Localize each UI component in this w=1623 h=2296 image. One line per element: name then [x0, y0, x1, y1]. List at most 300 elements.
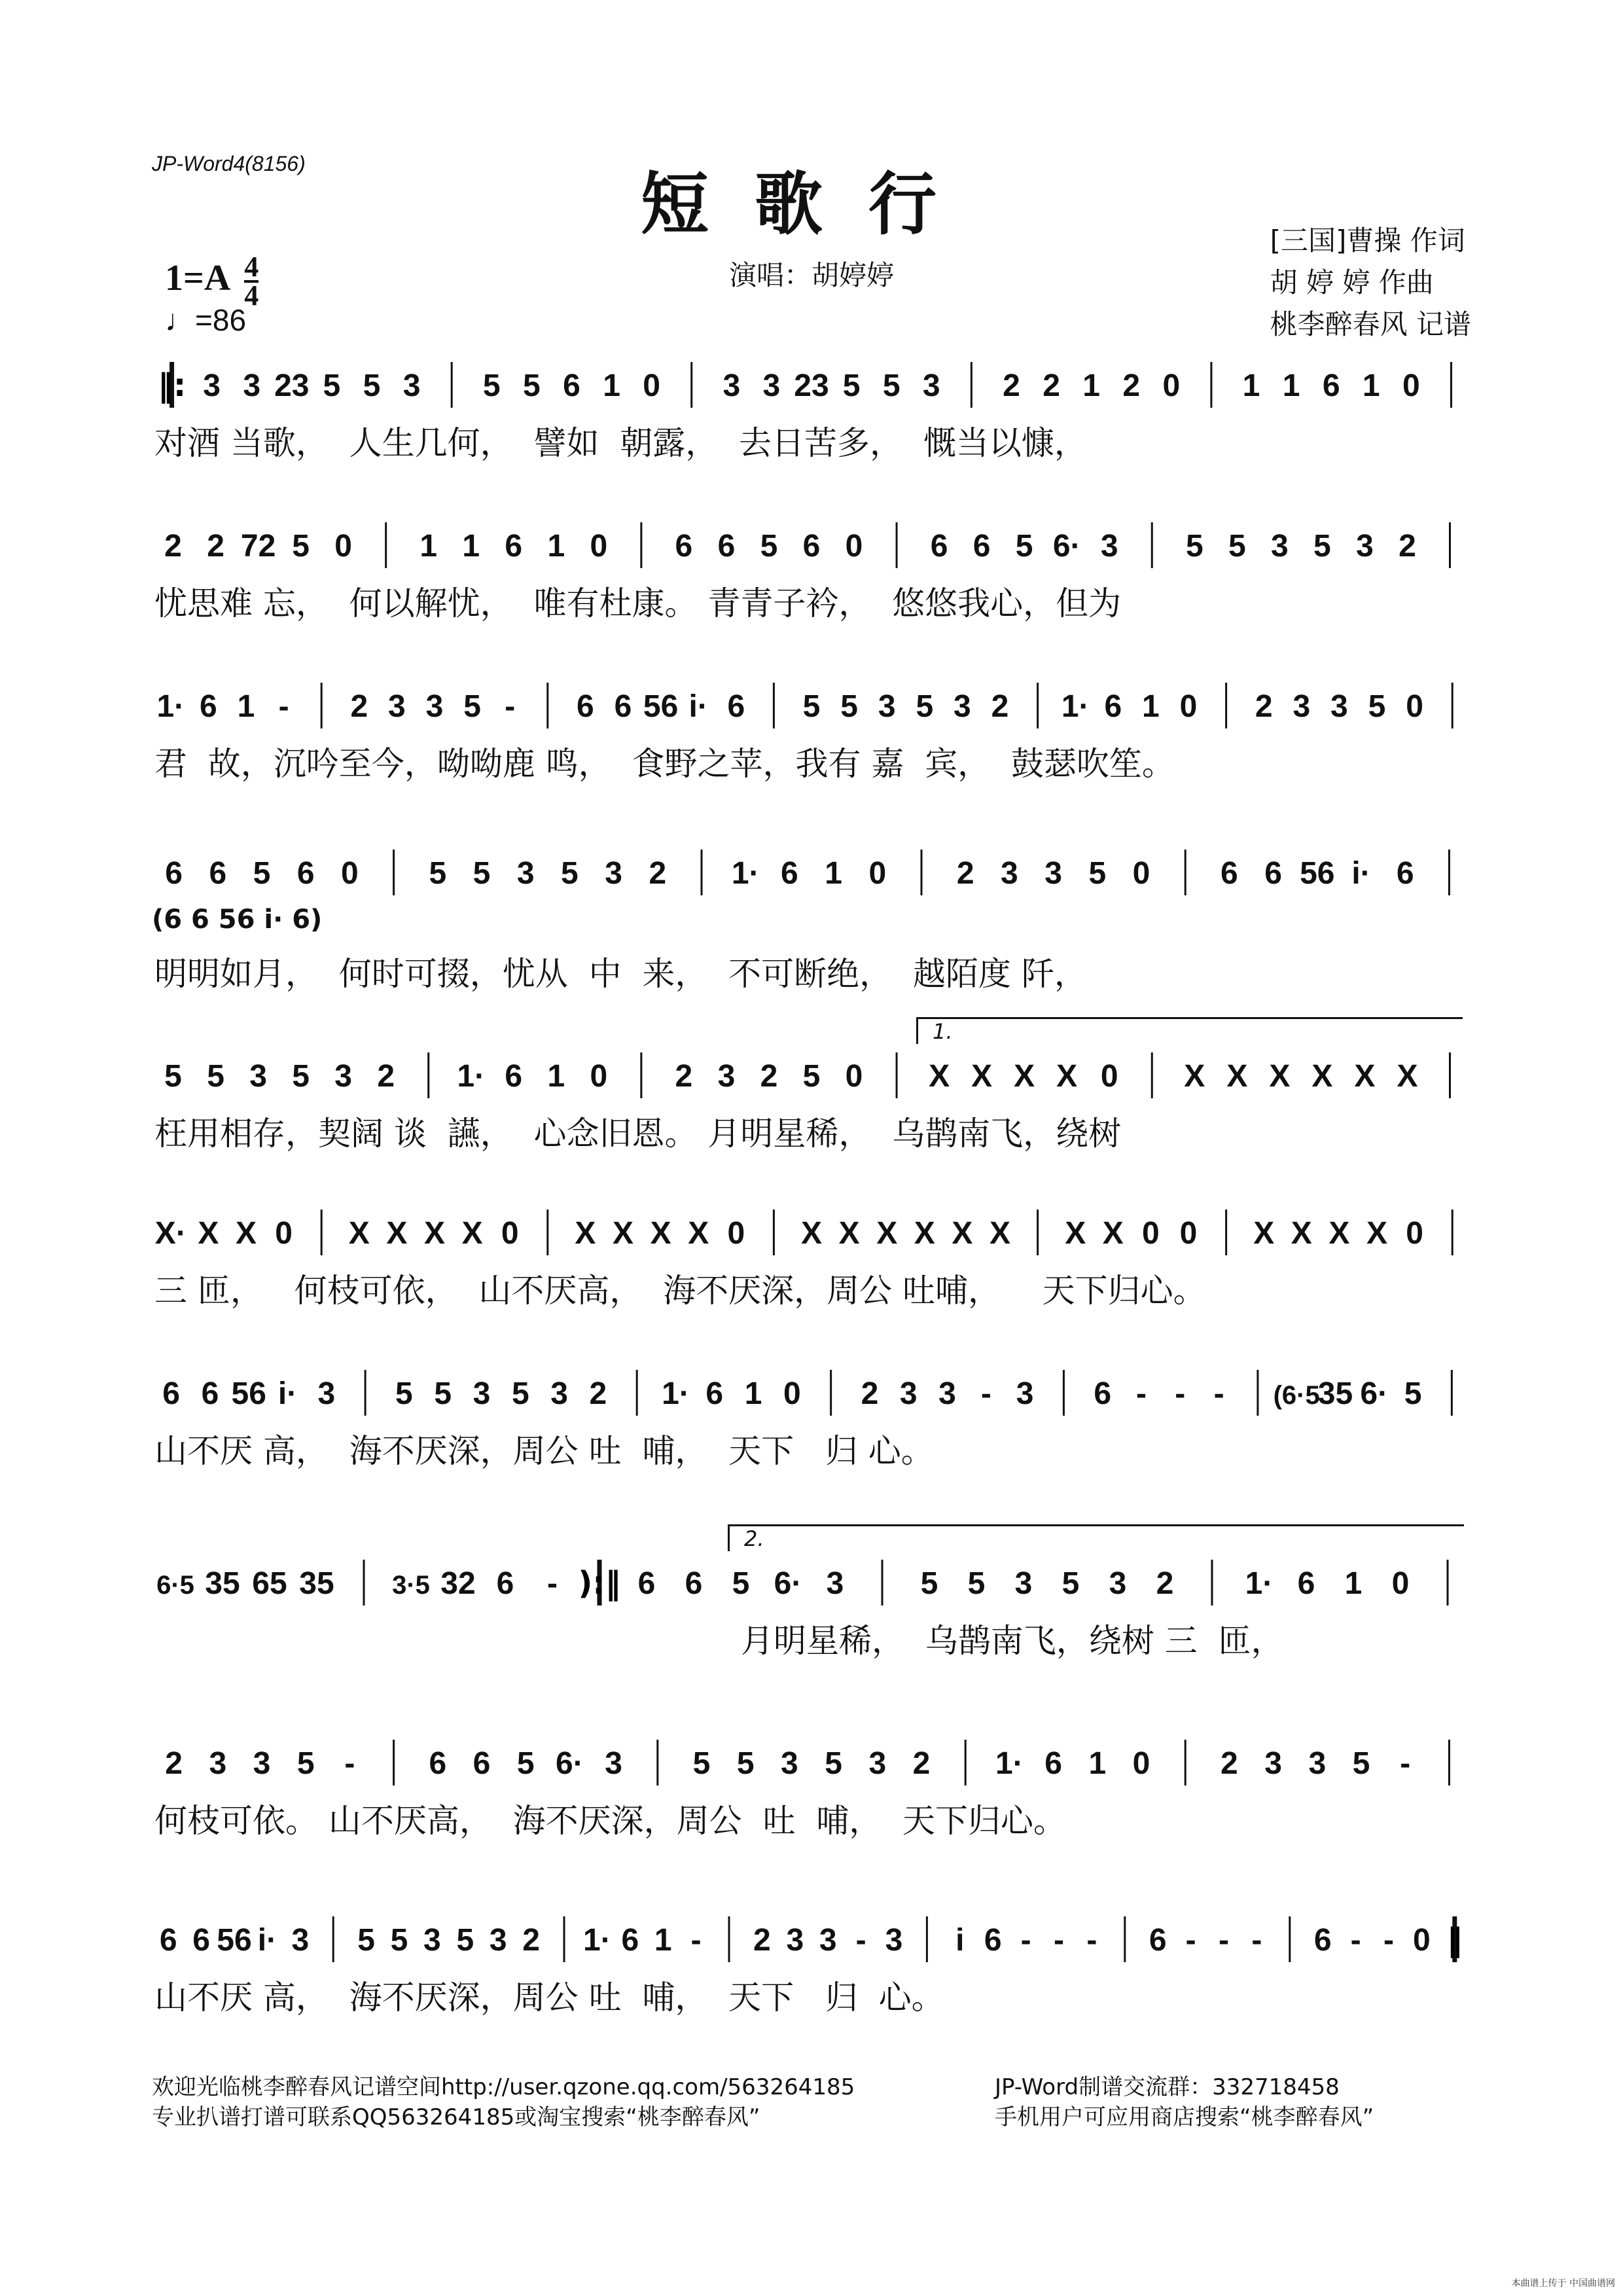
lyrics-row: 枉用相存，契阔 谈 讌， 心念旧恩。 月明星稀， 乌鹊南飞，绕树 — [154, 1115, 1122, 1153]
note: 5 — [1228, 529, 1246, 564]
note: 5 — [825, 1746, 842, 1781]
note: i· — [1351, 856, 1371, 891]
note: 0 — [1391, 1566, 1410, 1601]
lyrics-row: 月明星稀， 乌鹊南飞，绕树 三 匝， — [741, 1622, 1284, 1660]
note: 0 — [1142, 1216, 1160, 1251]
note: 56 — [643, 689, 679, 724]
note: 0 — [1132, 856, 1150, 891]
score-line-4 — [152, 844, 1471, 1028]
note: 6 — [505, 529, 523, 564]
note: 6 — [209, 856, 227, 891]
note: - — [1175, 1376, 1186, 1411]
note: X — [1397, 1059, 1418, 1094]
note: - — [1350, 1923, 1361, 1958]
note: 2 — [164, 529, 182, 564]
notation-row — [152, 844, 1471, 903]
note: - — [1251, 1923, 1262, 1958]
note: 6 — [984, 1923, 1002, 1958]
note: 6 — [1322, 368, 1340, 403]
note: 3 — [1001, 856, 1018, 891]
note: 3 — [1044, 856, 1062, 891]
note: 5 — [1015, 529, 1033, 564]
singer: 演唱：胡婷婷 — [728, 259, 894, 291]
note: 1· — [662, 1376, 690, 1411]
note: 2 — [760, 1059, 778, 1094]
transcriber: 桃李醉春风 记谱 — [1270, 308, 1471, 340]
note: 5 — [1088, 856, 1107, 891]
note: 1 — [1082, 368, 1100, 403]
note: 3 — [722, 368, 741, 403]
note: 6 — [1149, 1923, 1167, 1958]
note: 1 — [825, 856, 842, 891]
note: 2 — [1399, 529, 1416, 564]
footer-right-1: JP-Word制谱交流群：332718458 — [995, 2074, 1340, 2100]
note: 0 — [845, 529, 863, 564]
note: X — [612, 1216, 634, 1251]
note: 3 — [938, 1376, 956, 1411]
repeat-sign: ‖: — [157, 367, 187, 404]
note: 3 — [605, 1746, 622, 1781]
note: 5 — [882, 368, 901, 403]
note: 3 — [473, 1376, 491, 1411]
note: 6 — [705, 1376, 724, 1411]
note: 5 — [395, 1376, 413, 1411]
note: 6 — [930, 529, 948, 564]
note: 3 — [605, 856, 622, 891]
note: 1 — [1282, 368, 1300, 403]
note: 6 — [675, 529, 693, 564]
note: X — [838, 1216, 860, 1251]
note: 0 — [1179, 1216, 1198, 1251]
note: - — [547, 1566, 558, 1601]
score-line-3 — [152, 677, 1471, 861]
note: 56 — [217, 1923, 252, 1958]
note: 6· — [556, 1746, 584, 1781]
note: 0 — [1100, 1059, 1118, 1094]
note: 23 — [794, 368, 829, 403]
note: 2 — [165, 1746, 183, 1781]
lyricist: [三国]曹操 作词 — [1270, 224, 1465, 257]
note: X — [914, 1216, 935, 1251]
note: - — [980, 1376, 991, 1411]
note: 3 — [1100, 529, 1118, 564]
note: 0 — [590, 1059, 608, 1094]
note: 3 — [826, 1566, 844, 1601]
note: - — [855, 1923, 866, 1958]
note: 3 — [1016, 1376, 1034, 1411]
note: 0 — [1402, 368, 1420, 403]
note: 3 — [786, 1923, 804, 1958]
note: 1 — [237, 689, 255, 724]
note: X — [348, 1216, 370, 1251]
note: 1 — [1088, 1746, 1107, 1781]
note: 6 — [159, 1923, 177, 1958]
lyrics-row: 山不厌 高， 海不厌深，周公 吐 哺， 天下 归 心。 — [154, 1432, 934, 1470]
note: - — [1383, 1923, 1394, 1958]
note: X — [1056, 1059, 1078, 1094]
note: X — [1253, 1216, 1275, 1251]
note: 2 — [956, 856, 974, 891]
note: 6 — [614, 689, 632, 724]
note: 6 — [429, 1746, 447, 1781]
score-line-1 — [152, 357, 1471, 540]
note: 3 — [203, 368, 221, 403]
score-line-6 — [152, 1204, 1471, 1388]
note: 3 — [868, 1746, 887, 1781]
note: 5 — [207, 1059, 224, 1094]
note: 2 — [912, 1746, 931, 1781]
note: - — [344, 1746, 355, 1781]
note: 6 — [717, 529, 736, 564]
note: X — [1102, 1216, 1124, 1251]
note: X — [1354, 1059, 1376, 1094]
note: i· — [277, 1376, 298, 1411]
note: 5 — [840, 689, 858, 724]
note: 1· — [156, 689, 185, 724]
note: 3 — [1330, 689, 1348, 724]
note: 6 — [165, 856, 183, 891]
note: X — [1269, 1059, 1291, 1094]
note: 6· — [774, 1566, 802, 1601]
note: 2 — [649, 856, 667, 891]
note: 2 — [753, 1923, 771, 1958]
notation-row — [152, 1365, 1471, 1424]
note: X — [575, 1216, 596, 1251]
note: 2 — [675, 1059, 693, 1094]
note: i· — [257, 1923, 277, 1958]
note: X — [1311, 1059, 1333, 1094]
note: - — [1185, 1923, 1196, 1958]
note: 0 — [341, 856, 359, 891]
note: 0 — [845, 1059, 863, 1094]
lyrics-row: 明明如月， 何时可掇，忧从 中 来， 不可断绝， 越陌度 阡， — [154, 955, 1087, 993]
note: 5 — [760, 529, 778, 564]
note: 3 — [291, 1923, 310, 1958]
note: 6 — [972, 529, 991, 564]
note: 6 — [505, 1059, 523, 1094]
note: 1 — [1344, 1566, 1363, 1601]
note: 0 — [590, 529, 608, 564]
note: 5 — [456, 1923, 474, 1958]
note: - — [1054, 1923, 1064, 1958]
lyrics-row: 三 匝， 何枝可依， 山不厌高， 海不厌深，周公 吐哺， 天下归心。 — [154, 1272, 1206, 1310]
note: 5 — [802, 1059, 821, 1094]
score-line-7 — [152, 1365, 1471, 1548]
time-den: 4 — [244, 279, 259, 312]
note: 0 — [501, 1216, 519, 1251]
note: - — [690, 1923, 702, 1958]
note: 3 — [334, 1059, 352, 1094]
note: 2 — [1003, 368, 1020, 403]
note: (6·5 — [1273, 1381, 1320, 1410]
note: X — [1366, 1216, 1388, 1251]
note: 3 — [1293, 689, 1311, 724]
note: - — [1400, 1746, 1411, 1781]
note: i — [955, 1923, 965, 1958]
note: 3·5 — [392, 1571, 430, 1600]
note: 3 — [899, 1376, 918, 1411]
note: 2 — [1221, 1746, 1238, 1781]
note: 6 — [296, 856, 315, 891]
note: - — [505, 689, 516, 724]
note: i· — [688, 689, 708, 724]
time-num: 4 — [244, 251, 259, 283]
note: 5 — [732, 1566, 750, 1601]
note: 1 — [1142, 689, 1160, 724]
note: 1· — [1061, 689, 1090, 724]
note: 3 — [243, 368, 261, 403]
note: 3 — [253, 1746, 271, 1781]
footer-left-1: 欢迎光临桃李醉春风记谱空间http://user.qzone.qq.com/563264185 — [152, 2074, 855, 2100]
note: 1· — [995, 1746, 1024, 1781]
note: 5 — [473, 856, 491, 891]
note: X — [1184, 1059, 1205, 1094]
note: - — [1086, 1923, 1097, 1958]
note: 1 — [1242, 368, 1260, 403]
note: 1· — [1245, 1566, 1274, 1601]
notation-row — [152, 517, 1471, 576]
note: X — [929, 1059, 950, 1094]
note: 3 — [489, 1923, 507, 1958]
note: 0 — [643, 368, 660, 403]
note: 5 — [390, 1923, 408, 1958]
note: 5 — [1404, 1376, 1422, 1411]
note: 5 — [802, 689, 821, 724]
note: 0 — [1413, 1923, 1431, 1958]
note: 5 — [916, 689, 934, 724]
note: 6 — [1044, 1746, 1062, 1781]
note: 3 — [878, 689, 896, 724]
note: 5 — [253, 856, 271, 891]
volta-bracket: 2. — [728, 1524, 1464, 1551]
footer-left-2: 专业扒谱打谱可联系QQ563264185或淘宝搜索“桃李醉春风” — [152, 2104, 760, 2130]
note: 1 — [744, 1376, 762, 1411]
watermark: 本曲谱上传于 中国曲谱网 — [1511, 2278, 1615, 2289]
note: 3 — [781, 1746, 798, 1781]
note: 1 — [419, 529, 438, 564]
note: 2 — [991, 689, 1009, 724]
note: 3 — [516, 856, 535, 891]
note: 6 — [162, 1376, 180, 1411]
note: 2 — [1043, 368, 1060, 403]
note: 5 — [463, 689, 481, 724]
note: 72 — [240, 529, 276, 564]
note: 5 — [561, 856, 579, 891]
note: 3 — [922, 368, 940, 403]
note: 6 — [1104, 689, 1122, 724]
lyrics-row: 何枝可依。 山不厌高， 海不厌深，周公 吐 哺， 天下归心。 — [154, 1802, 1067, 1840]
note: 5 — [967, 1566, 986, 1601]
note: 2 — [207, 529, 224, 564]
note: 0 — [1179, 689, 1198, 724]
note: 2 — [1255, 689, 1273, 724]
note: 5 — [842, 368, 861, 403]
note: 56 — [231, 1376, 266, 1411]
note: 6 — [621, 1923, 639, 1958]
note: X — [198, 1216, 219, 1251]
note: 3 — [1356, 529, 1374, 564]
note: 6 — [781, 856, 798, 891]
key-label: 1=A — [165, 257, 229, 298]
note: 5 — [429, 856, 447, 891]
note: X — [989, 1216, 1011, 1251]
note: X — [1065, 1216, 1086, 1251]
note: 6 — [201, 1376, 219, 1411]
note: 3 — [1264, 1746, 1282, 1781]
note: 0 — [868, 856, 887, 891]
note: 6 — [192, 1923, 210, 1958]
note: 2 — [589, 1376, 607, 1411]
note: 56 — [1300, 856, 1335, 891]
note: 6·5 — [156, 1571, 194, 1600]
note: 5 — [1185, 529, 1204, 564]
note: - — [1136, 1376, 1147, 1411]
note: 5 — [292, 529, 310, 564]
note: 0 — [783, 1376, 801, 1411]
note: 3 — [819, 1923, 837, 1958]
note: 2 — [861, 1376, 879, 1411]
note: 0 — [1406, 1216, 1423, 1251]
volta-bracket: 1. — [916, 1017, 1463, 1044]
note: X — [688, 1216, 709, 1251]
notation-row — [152, 677, 1471, 736]
note: 1 — [462, 529, 480, 564]
note: 3 — [317, 1376, 336, 1411]
note: 5 — [736, 1746, 755, 1781]
note: 0 — [334, 529, 352, 564]
note: 3 — [1109, 1566, 1127, 1601]
note: 3 — [885, 1923, 903, 1958]
note: 2 — [522, 1923, 540, 1958]
notation-row — [152, 1204, 1471, 1263]
note: 0 — [1132, 1746, 1150, 1781]
song-title: 短歌行 — [640, 164, 982, 244]
lyrics-row: 山不厌 高， 海不厌深，周公 吐 哺， 天下 归 心。 — [154, 1979, 944, 2017]
note: 65 — [252, 1566, 287, 1601]
note: 6 — [200, 689, 217, 724]
note: 6 — [802, 529, 821, 564]
notation-row — [152, 1734, 1471, 1793]
note: 2 — [1156, 1566, 1174, 1601]
note: 0 — [275, 1216, 293, 1251]
note: 5 — [363, 368, 381, 403]
note: 6· — [1052, 529, 1081, 564]
notation-row — [152, 1554, 1471, 1613]
note: 1 — [654, 1923, 672, 1958]
note: X — [461, 1216, 483, 1251]
note: 2 — [1122, 368, 1141, 403]
note: 1 — [603, 368, 620, 403]
repeat-sign: ‖ — [1446, 1922, 1463, 1958]
note: - — [278, 689, 289, 724]
note: 1· — [457, 1059, 486, 1094]
note: 1· — [731, 856, 760, 891]
note: X — [800, 1216, 823, 1251]
note: 32 — [440, 1566, 476, 1601]
note: 5 — [292, 1059, 310, 1094]
footer-left — [152, 2072, 855, 2132]
note: 6 — [637, 1566, 656, 1601]
note: 5 — [1313, 529, 1331, 564]
note: 5 — [1352, 1746, 1370, 1781]
note: 5 — [357, 1923, 375, 1958]
note: 6 — [1313, 1923, 1332, 1958]
score-line-10 — [152, 1911, 1471, 2094]
note: 0 — [1406, 689, 1423, 724]
note: 3 — [762, 368, 781, 403]
note: 3 — [388, 689, 406, 724]
note: 3 — [550, 1376, 568, 1411]
alt-notation: (6 6 56 i· 6) — [152, 905, 323, 935]
note: - — [1020, 1923, 1031, 1958]
note: 5 — [692, 1746, 711, 1781]
note: 6 — [1264, 856, 1282, 891]
note: 3 — [249, 1059, 267, 1094]
note: 1 — [1362, 368, 1380, 403]
note: 3 — [1014, 1566, 1033, 1601]
lyrics-row: 忧思难 忘， 何以解忧， 唯有杜康。 青青子衿， 悠悠我心，但为 — [154, 584, 1122, 622]
note: 6 — [1094, 1376, 1112, 1411]
notation-row — [152, 1911, 1471, 1970]
note: 5 — [1061, 1566, 1080, 1601]
note: 3 — [717, 1059, 736, 1094]
note: 6 — [473, 1746, 491, 1781]
note: 6 — [1221, 856, 1238, 891]
note: 35 — [299, 1566, 334, 1601]
note: 1· — [583, 1923, 611, 1958]
note: 6· — [1360, 1376, 1389, 1411]
repeat-sign: ):‖ — [578, 1565, 621, 1602]
note: X — [876, 1216, 898, 1251]
note: 0 — [727, 1216, 745, 1251]
score-line-8 — [152, 1526, 1471, 1738]
note: X — [235, 1216, 257, 1251]
note: 35 — [1317, 1376, 1353, 1411]
note: - — [1219, 1923, 1229, 1958]
score-line-2 — [152, 517, 1471, 700]
note: 5 — [434, 1376, 452, 1411]
note: X — [952, 1216, 973, 1251]
note: 1 — [547, 1059, 565, 1094]
note: 2 — [377, 1059, 395, 1094]
composer: 胡 婷 婷 作曲 — [1270, 266, 1434, 298]
note: 6 — [727, 689, 745, 724]
note: 5 — [296, 1746, 315, 1781]
note: 3 — [1271, 529, 1289, 564]
note: 6 — [1297, 1566, 1315, 1601]
note: 5 — [323, 368, 341, 403]
note: 5 — [516, 1746, 535, 1781]
score-line-9 — [152, 1734, 1471, 1918]
note: X — [1014, 1059, 1035, 1094]
note: 2 — [350, 689, 368, 724]
note: 23 — [274, 368, 310, 403]
note: - — [1213, 1376, 1224, 1411]
footer-right-2: 手机用户可应用商店搜索“桃李醉春风” — [995, 2104, 1374, 2130]
note: 3 — [1308, 1746, 1327, 1781]
note: 6 — [563, 368, 580, 403]
note: 3 — [423, 1923, 441, 1958]
note: 0 — [1162, 368, 1181, 403]
score-line-5 — [152, 1019, 1471, 1230]
note: 3 — [425, 689, 444, 724]
note: 6 — [685, 1566, 703, 1601]
notation-row — [152, 357, 1471, 416]
note: 5 — [164, 1059, 182, 1094]
note: X — [1329, 1216, 1350, 1251]
credits — [1270, 220, 1471, 346]
note: 1 — [547, 529, 565, 564]
